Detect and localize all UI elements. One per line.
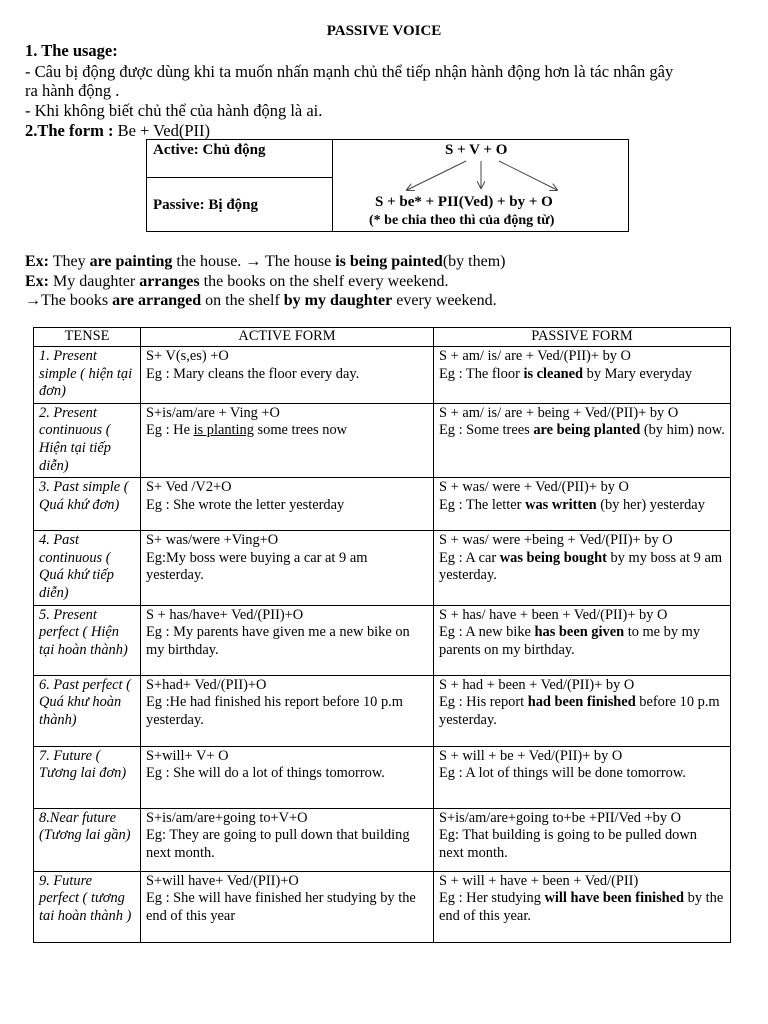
table-row [34,871,731,942]
passive-example: Eg : A lot of things will be done tomorrow. [439,765,686,782]
active-cell [141,746,434,808]
example-text: Eg : His report [439,694,528,711]
example-verb: are arranged [112,292,202,309]
example-text: every weekend. [392,292,497,309]
example-text: (by them) [442,253,506,270]
passive-cell [434,403,731,477]
example-2 [25,272,448,291]
tense-name: 5. Present perfect ( Hiện tại hoàn thành) [34,605,141,675]
example-text: (by her) yesterday [596,496,705,513]
active-example: Eg:My boss were buying a car at 9 am yesterday. [146,549,368,584]
active-cell [141,871,434,942]
example-verb: is planting [193,422,254,439]
example-text: Eg : He [146,422,194,439]
passive-cell [434,347,731,404]
passive-formula: S + has/ have + been + Ved/(PII)+ by O [439,606,668,623]
passive-cell [434,478,731,531]
active-example: Eg :He had finished his report before 10 p.m yesterday. [146,694,403,728]
example-text: Eg : A car [439,549,500,566]
passive-example [439,550,725,585]
example-text: the books on the shelf every weekend. [199,273,449,290]
tense-name: 6. Past perfect ( Quá khư hoàn thành) [34,675,141,746]
form-heading: 2.The form : [25,121,114,140]
example-verb: are painting [89,253,173,270]
active-formula: S+had+ Ved/(PII)+O [146,676,267,693]
example-text: on the shelf [201,292,284,309]
active-formula: S+is/am/are+going to+V+O [146,809,308,826]
example-text: (by him) now. [640,422,725,439]
passive-cell [434,531,731,605]
example-1 [25,252,505,271]
example-text: Eg : The floor [439,365,524,382]
example-text: the house. → The house [172,253,336,270]
active-cell [141,347,434,404]
example-verb: was being bought [499,549,607,566]
passive-formula: S + was/ were +being + Ved/(PII)+ by O [439,532,673,549]
passive-cell [434,808,731,871]
passive-example [439,366,725,384]
active-label: Active: Chủ động [153,142,266,158]
table-row [34,605,731,675]
example-verb: had been finished [527,694,636,711]
example-verb: is being painted [335,253,443,270]
passive-example [439,422,725,440]
active-formula: S+will have+ Ved/(PII)+O [146,872,299,889]
example-agent: by my daughter [283,292,393,309]
active-cell [141,531,434,605]
example-3 [25,291,497,310]
header-tense: TENSE [34,328,141,347]
tense-name: 8.Near future (Tương lai gần) [34,808,141,871]
passive-cell [434,675,731,746]
usage-line-2: ra hành động . [25,81,120,100]
header-active: ACTIVE FORM [141,328,434,347]
example-text: Eg : Some trees [439,422,534,439]
active-example: Eg : Mary cleans the floor every day. [146,365,360,382]
table-row [34,347,731,404]
passive-formula: S + had + been + Ved/(PII)+ by O [439,676,635,693]
passive-example [439,497,725,515]
passive-cell [434,605,731,675]
tense-name: 7. Future ( Tương lai đơn) [34,746,141,808]
arrow-left [407,161,466,190]
example-verb: are being planted [533,422,641,439]
example-text: They [49,253,90,270]
form-table-row-divider [147,177,333,178]
example-text: by the end of this year. [439,890,724,924]
tense-table [33,327,731,943]
passive-label: Passive: Bị động [153,197,259,213]
passive-formula: S + will + be + Ved/(PII)+ by O [439,747,623,764]
arrow-right [499,161,557,190]
usage-line-1: - Câu bị động được dùng khi ta muốn nhấn mạnh chủ thể tiếp nhận hành động hơn là tác nhân gây [25,62,674,81]
form-table [146,139,629,232]
passive-formula: S + am/ is/ are + being + Ved/(PII)+ by O [439,404,679,421]
example-text: Eg : Her studying [439,890,545,907]
table-row [34,675,731,746]
active-formula: S+ V(s,es) +O [146,348,229,364]
header-passive: PASSIVE FORM [434,328,731,347]
active-example: Eg: They are going to pull down that building next month. [146,827,410,861]
passive-formula: S + be* + PII(Ved) + by + O [375,194,553,210]
passive-cell [434,746,731,808]
table-row [34,531,731,605]
example-label: Ex: [25,253,49,270]
passive-formula: S+is/am/are+going to+be +PII/Ved +by O [439,809,682,826]
active-example [146,422,428,440]
example-text: by my boss at 9 am yesterday. [439,549,723,584]
form-heading-line [25,121,745,140]
active-cell [141,605,434,675]
table-row [34,403,731,477]
table-row [34,746,731,808]
example-text: before 10 p.m yesterday. [439,694,720,728]
active-formula: S + V + O [445,142,508,158]
example-text: My daughter [49,273,140,290]
example-label: Ex: [25,273,49,290]
passive-example [439,890,725,925]
tense-name: 1. Present simple ( hiện tại đơn) [34,347,141,404]
usage-heading: 1. The usage: [25,41,118,60]
tense-name: 9. Future perfect ( tương tai hoàn thành ) [34,871,141,942]
active-formula: S+ was/were +Ving+O [146,532,279,549]
table-row [34,808,731,871]
table-row [34,478,731,531]
passive-cell [434,871,731,942]
tense-name: 2. Present continuous ( Hiện tại tiếp diễn) [34,403,141,477]
example-verb: arranges [139,273,200,290]
tense-name: 3. Past simple ( Quá khứ đơn) [34,478,141,531]
passive-example [439,694,725,729]
example-text: some trees now [253,422,348,439]
active-example: Eg : She wrote the letter yesterday [146,496,345,513]
example-text: to me by my parents on my birthday. [439,624,701,658]
usage-line-3: - Khi không biết chủ thể của hành động là ai. [25,101,323,120]
passive-formula: S + will + have + been + Ved/(PII) [439,872,639,889]
passive-formula: S + am/ is/ are + Ved/(PII)+ by O [439,348,631,364]
page-title: PASSIVE VOICE [326,23,442,39]
passive-formula: S + was/ were + Ved/(PII)+ by O [439,479,629,496]
active-example: Eg : My parents have given me a new bike on my birthday. [146,624,410,658]
example-text: Eg : The letter [439,496,526,513]
example-verb: will have been finished [544,890,685,907]
active-cell [141,403,434,477]
active-formula: S+will+ V+ O [146,747,229,764]
tense-name: 4. Past continuous ( Quá khứ tiếp diễn) [34,531,141,605]
active-formula: S + has/have+ Ved/(PII)+O [146,606,304,623]
active-cell [141,675,434,746]
example-verb: is cleaned [523,365,584,382]
example-text: Eg : A new bike [439,624,535,641]
example-verb: was written [525,496,597,513]
example-verb: has been given [534,624,625,641]
active-cell [141,478,434,531]
passive-example: Eg: That building is going to be pulled down next month. [439,827,697,861]
form-formula: Be + Ved(PII) [113,121,210,140]
passive-note: (* be chia theo thì của động từ) [369,213,555,228]
active-cell [141,808,434,871]
passive-example [439,624,725,659]
example-text: by Mary everyday [583,365,693,382]
example-text: →The books [25,292,113,309]
active-formula: S+is/am/are + Ving +O [146,404,280,421]
active-example: Eg : She will do a lot of things tomorrow. [146,765,385,782]
active-formula: S+ Ved /V2+O [146,479,232,496]
active-example: Eg : She will have finished her studying by the end of this year [146,890,416,924]
